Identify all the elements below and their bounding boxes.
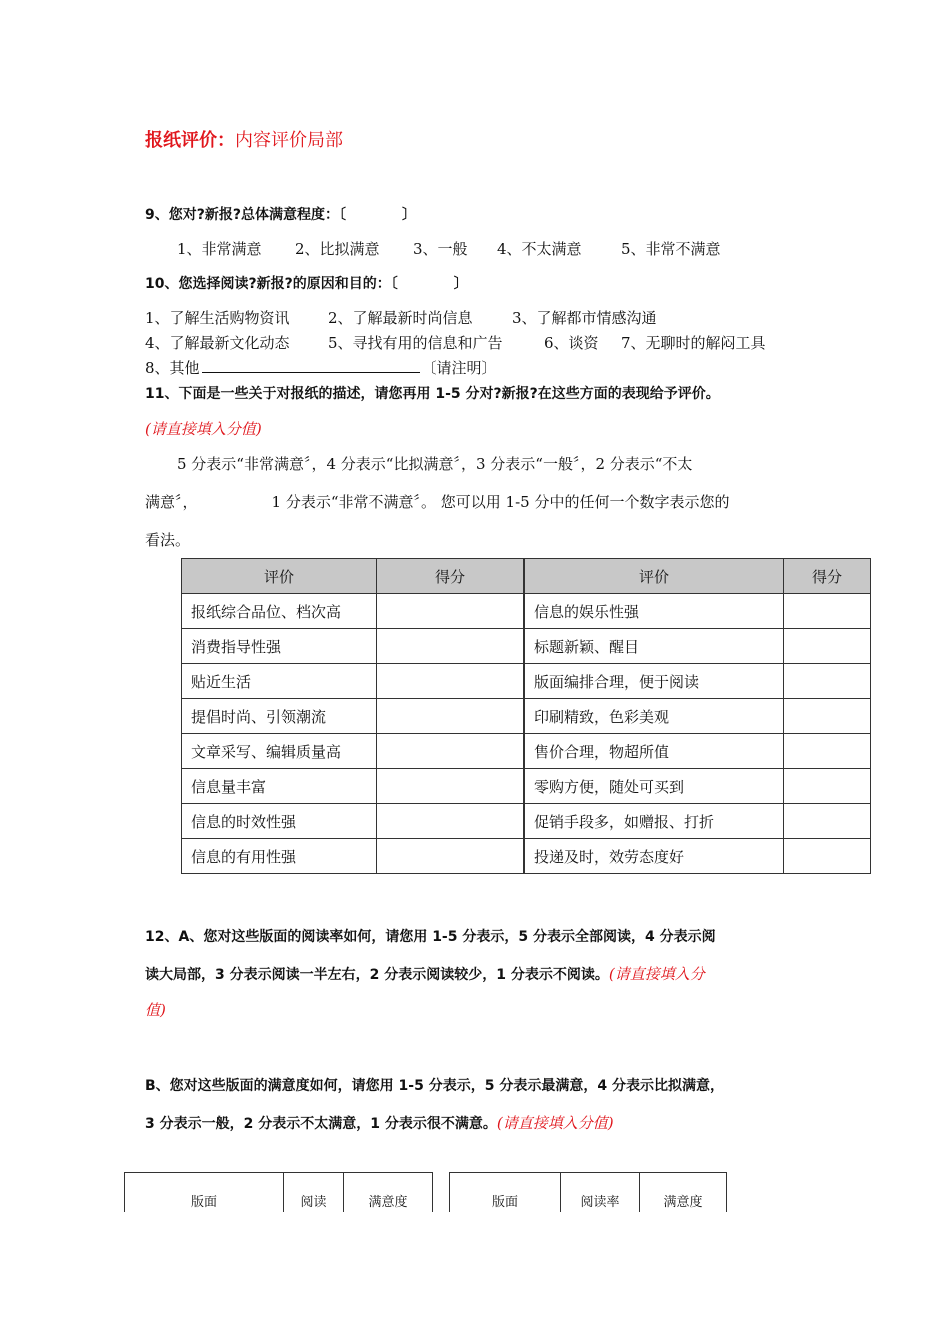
score-input[interactable] — [784, 769, 871, 804]
rating-table — [181, 558, 871, 874]
q9-options — [177, 238, 721, 259]
section-table-right — [449, 1172, 727, 1212]
table-row — [182, 839, 871, 874]
q12a-line2 — [145, 963, 705, 984]
table-row — [182, 734, 871, 769]
q12a-line2-text: 读大局部，3 分表示阅读一半左右，2 分表示阅读较少，1 分表示不阅读。 — [145, 967, 609, 983]
item-left: 信息量丰富 — [182, 769, 377, 804]
q10-other-note: 〔请注明〕 — [421, 359, 497, 377]
item-left: 信息的有用性强 — [182, 839, 377, 874]
item-left: 提倡时尚、引领潮流 — [182, 699, 377, 734]
q10-row2 — [145, 332, 766, 353]
q9-option-3[interactable]: 3、一般 — [413, 240, 468, 258]
q9-option-2[interactable]: 2、比拟满意 — [295, 240, 380, 258]
q9-option-5[interactable]: 5、非常不满意 — [621, 240, 721, 258]
q10-option-5[interactable]: 5、寻找有用的信息和广告 — [328, 334, 503, 352]
score-input[interactable] — [377, 804, 525, 839]
q10-option-2[interactable]: 2、了解最新时尚信息 — [328, 309, 473, 327]
q11-line1: 5 分表示“非常满意〞，4 分表示“比拟满意〞，3 分表示“一般〞，2 分表示“不太 — [177, 455, 693, 473]
satisfaction-header: 满意度 — [640, 1173, 727, 1213]
item-right: 投递及时，效劳态度好 — [524, 839, 784, 874]
q10-option-4[interactable]: 4、了解最新文化动态 — [145, 334, 290, 352]
q10-option-6[interactable]: 6、谈资 — [544, 334, 599, 352]
score-input[interactable] — [377, 769, 525, 804]
section-header: 版面 — [125, 1173, 284, 1213]
title-bold: 报纸评价： — [145, 130, 235, 151]
header-item-right: 评价 — [524, 559, 784, 594]
score-input[interactable] — [784, 734, 871, 769]
q10-row3 — [145, 357, 497, 378]
item-right: 售价合理，物超所值 — [524, 734, 784, 769]
q10-other-blank[interactable] — [202, 358, 420, 373]
header-score-left: 得分 — [377, 559, 525, 594]
q11-line2 — [145, 491, 729, 512]
score-input[interactable] — [784, 594, 871, 629]
table-row — [182, 699, 871, 734]
q9-option-4[interactable]: 4、不太满意 — [497, 240, 582, 258]
header-item-left: 评价 — [182, 559, 377, 594]
item-left: 贴近生活 — [182, 664, 377, 699]
item-right: 印刷精致，色彩美观 — [524, 699, 784, 734]
item-right: 信息的娱乐性强 — [524, 594, 784, 629]
q12b-line1: B、您对这些版面的满意度如何，请您用 1-5 分表示，5 分表示最满意，4 分表示比拟满意， — [145, 1078, 724, 1094]
score-input[interactable] — [784, 839, 871, 874]
table-row — [182, 629, 871, 664]
score-input[interactable] — [784, 699, 871, 734]
table-row — [182, 594, 871, 629]
section-table-left — [124, 1172, 433, 1212]
header-score-right: 得分 — [784, 559, 871, 594]
title-rest: 内容评价局部 — [235, 130, 343, 151]
score-input[interactable] — [377, 839, 525, 874]
item-right: 促销手段多，如赠报、打折 — [524, 804, 784, 839]
q11-line2a: 满意〞， — [145, 493, 198, 511]
q9-option-1[interactable]: 1、非常满意 — [177, 240, 262, 258]
item-right: 版面编排合理，便于阅读 — [524, 664, 784, 699]
q11-hint: (请直接填入分值) — [145, 420, 262, 438]
score-input[interactable] — [377, 664, 525, 699]
score-input[interactable] — [784, 804, 871, 839]
q12a-hint: (请直接填入分 — [608, 965, 705, 983]
table-row — [182, 664, 871, 699]
page-title — [145, 126, 343, 152]
q10-option-1[interactable]: 1、了解生活购物资讯 — [145, 309, 290, 327]
score-input[interactable] — [784, 664, 871, 699]
satisfaction-header: 满意度 — [344, 1173, 433, 1213]
q10-question: 10、您选择阅读?新报?的原因和目的：〔 〕 — [145, 276, 468, 292]
score-input[interactable] — [377, 594, 525, 629]
q9-question: 9、您对?新报?总体满意程度：〔 〕 — [145, 207, 416, 223]
q10-row1 — [145, 307, 657, 328]
q12b-line2 — [145, 1112, 614, 1133]
item-right: 零购方便，随处可买到 — [524, 769, 784, 804]
item-left: 消费指导性强 — [182, 629, 377, 664]
item-right: 标题新颖、醒目 — [524, 629, 784, 664]
score-input[interactable] — [377, 734, 525, 769]
q11-line3: 看法。 — [145, 531, 191, 549]
q10-option-7[interactable]: 7、无聊时的解闷工具 — [621, 334, 766, 352]
section-header: 版面 — [450, 1173, 561, 1213]
reading-header: 阅读 — [284, 1173, 344, 1213]
q12b-line2-text: 3 分表示一般，2 分表示不太满意，1 分表示很不满意。 — [145, 1116, 497, 1132]
q12a-hint-end: 值) — [145, 1001, 166, 1019]
score-input[interactable] — [784, 629, 871, 664]
score-input[interactable] — [377, 699, 525, 734]
q11-line2b: 1 分表示“非常不满意〞。 您可以用 1-5 分中的任何一个数字表示您的 — [271, 493, 730, 511]
reading-rate-header: 阅读率 — [561, 1173, 640, 1213]
item-left: 文章采写、编辑质量高 — [182, 734, 377, 769]
q11-question: 11、下面是一些关于对报纸的描述，请您再用 1-5 分对?新报?在这些方面的表现给予评价。 — [145, 386, 720, 402]
table-row — [182, 804, 871, 839]
q10-option-8[interactable]: 8、其他 — [145, 359, 200, 377]
item-left: 报纸综合品位、档次高 — [182, 594, 377, 629]
q10-option-3[interactable]: 3、了解都市情感沟通 — [512, 309, 657, 327]
table-row — [182, 769, 871, 804]
score-input[interactable] — [377, 629, 525, 664]
q12b-hint: (请直接填入分值) — [496, 1114, 614, 1132]
q12a-line1: 12、A、您对这些版面的阅读率如何，请您用 1-5 分表示，5 分表示全部阅读，4 分表示阅 — [145, 929, 716, 945]
item-left: 信息的时效性强 — [182, 804, 377, 839]
